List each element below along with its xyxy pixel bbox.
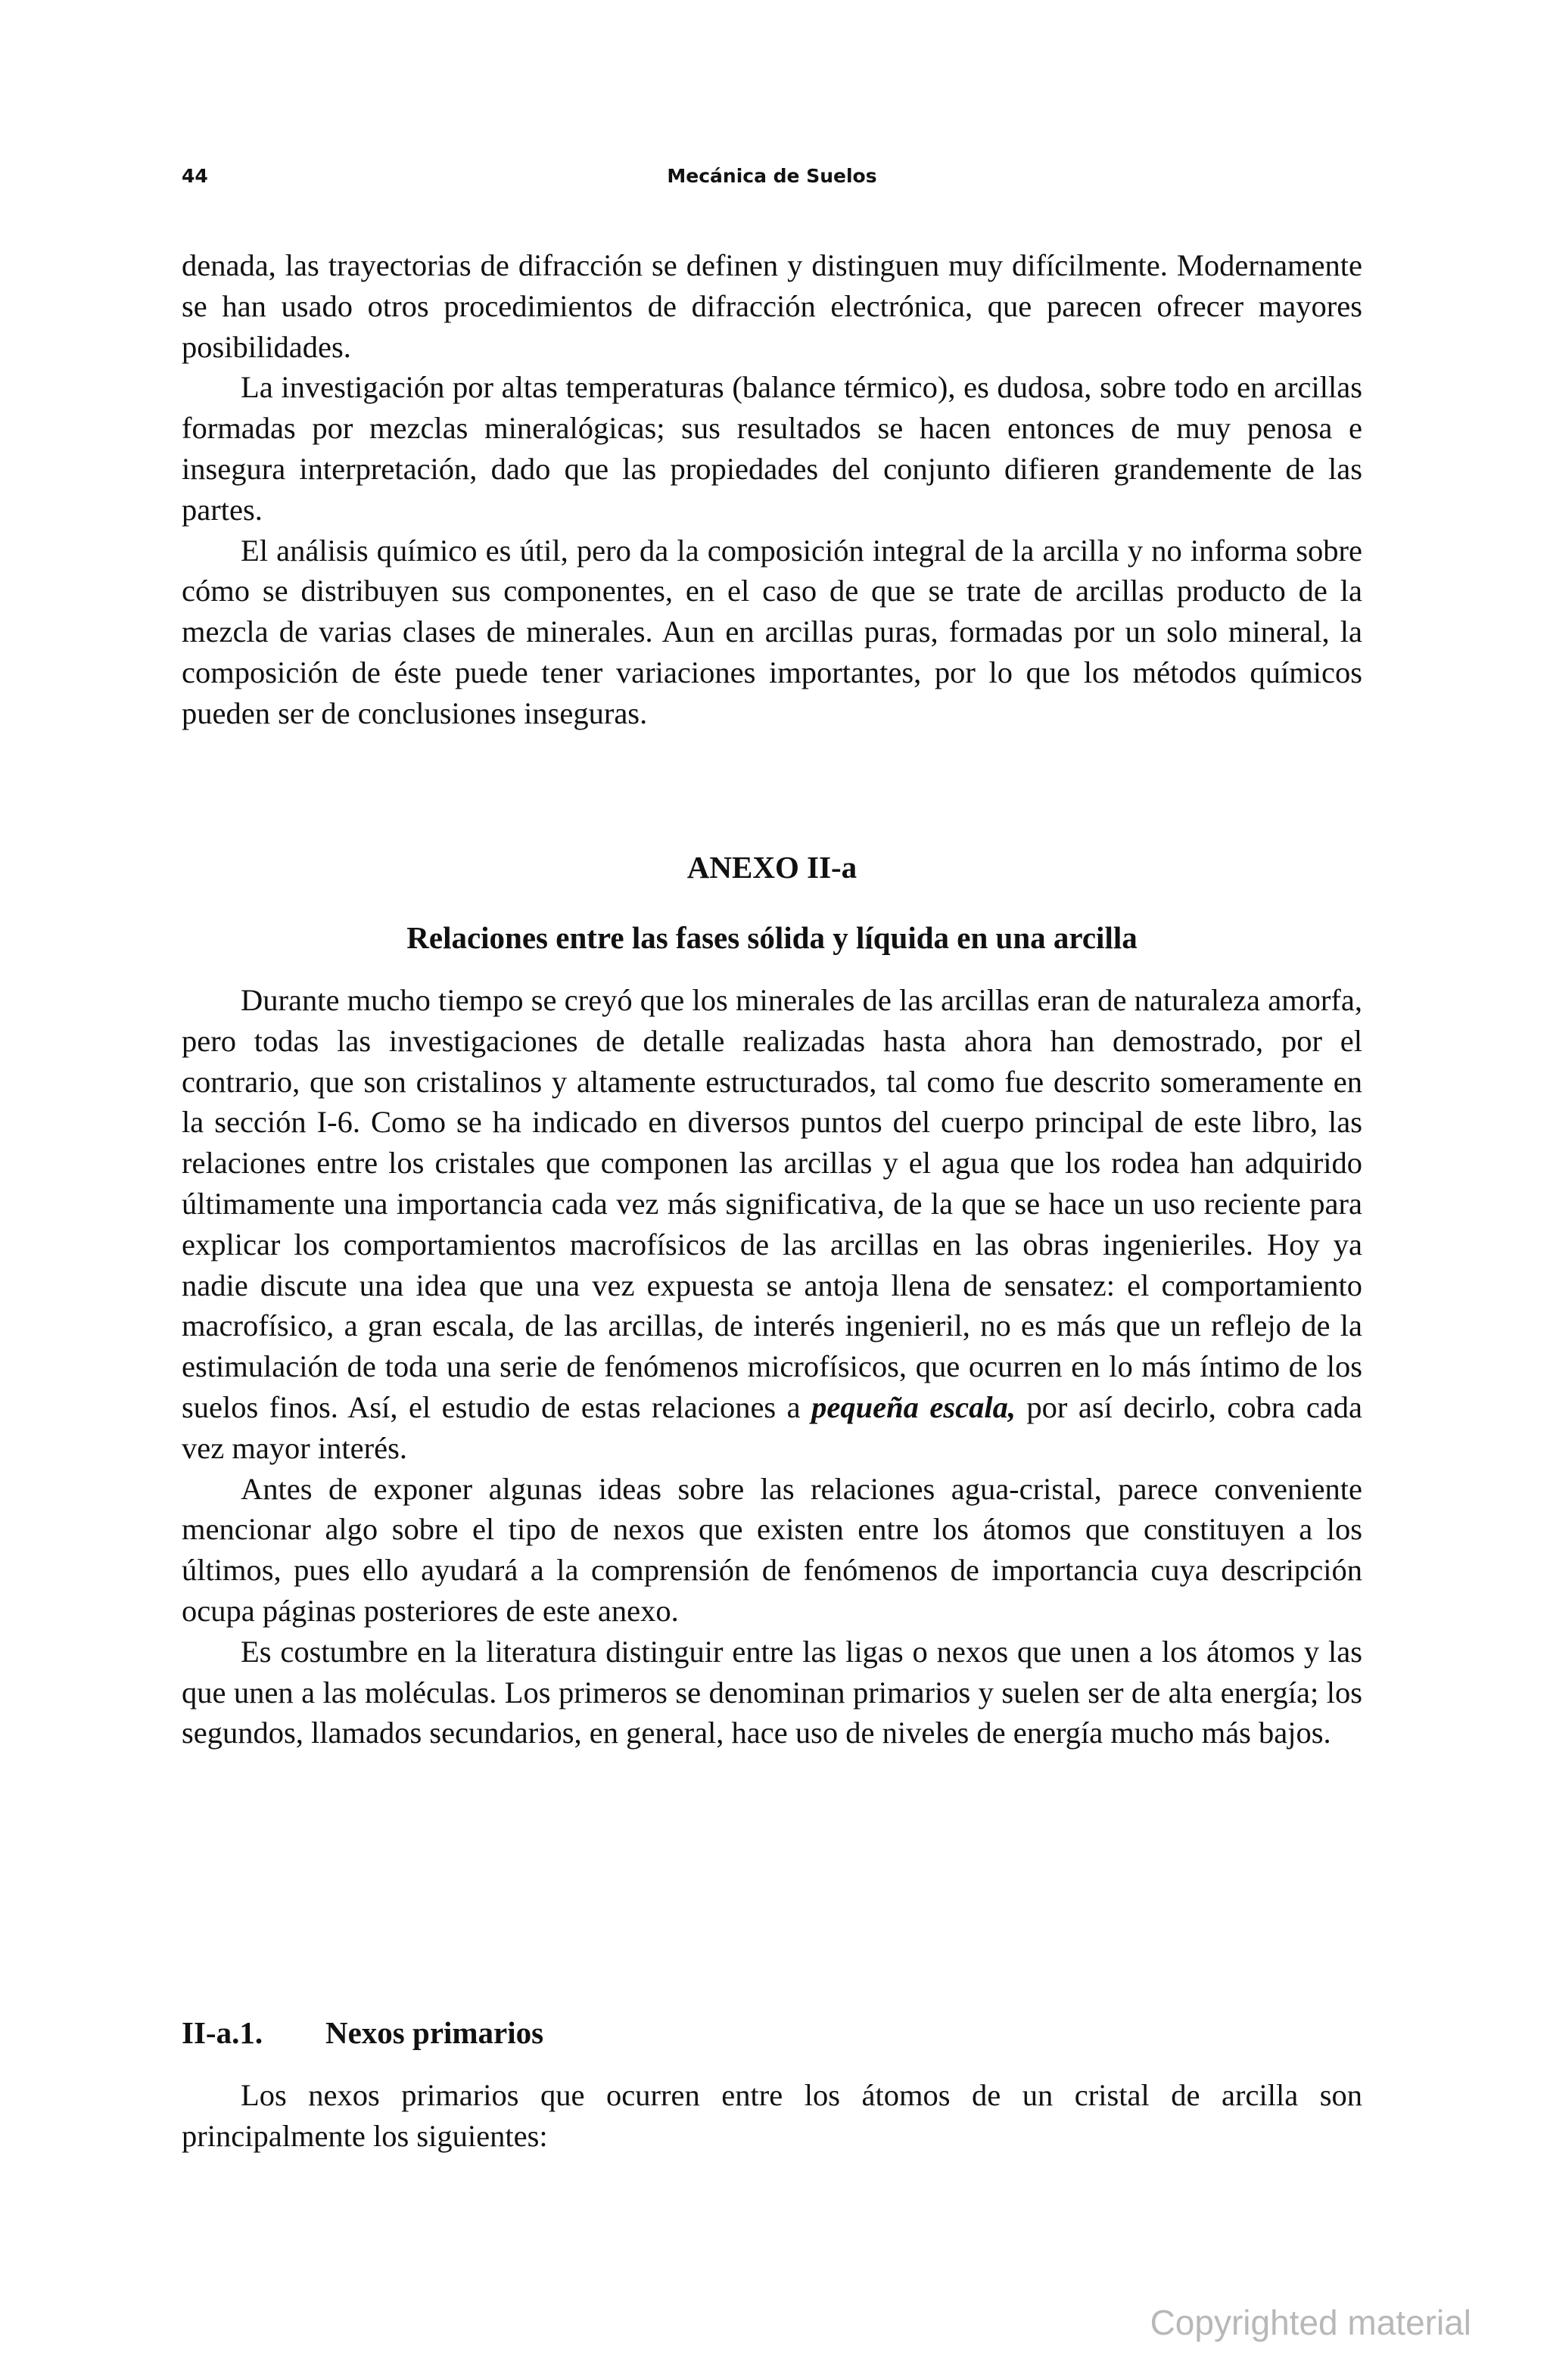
- running-head-title: Mecánica de Suelos: [667, 165, 877, 187]
- section-heading: [182, 2014, 543, 2051]
- section-number: II-a.1.: [182, 2015, 263, 2050]
- text-run: Durante mucho tiempo se creyó que los minerales de las arcillas eran de naturaleza amorfa, pero todas las investigaciones de detalle realizadas hasta ahora han demostrado, por el contrario, que son cristalinos y altamente estructurados, tal como fue descrito someramente en la sección I-6. Como se ha indicado en diversos puntos del cuerpo principal de este libro, las relaciones entre los cristales que componen las arcillas y el agua que los rodea han adquirido últimamente una importancia cada vez más significativa, de la que se hace un uso reciente para explicar los comportamientos macrofísicos de las arcillas en las obras ingenieriles. Hoy ya nadie discute una idea que una vez expuesta se antoja llena de sensatez: el comportamiento macrofísico, a gran escala, de las arcillas, de interés ingenieril, no es más que un reflejo de la estimulación de toda una serie de fenómenos microfísicos, que ocurren en lo más íntimo de los suelos finos. Así, el estudio de estas relaciones a: [182, 983, 1362, 1424]
- paragraph: [182, 980, 1362, 1469]
- intro-text: [182, 245, 1362, 734]
- running-head: [182, 165, 1362, 195]
- annex-title: ANEXO II-a: [686, 850, 857, 885]
- italic-phrase: pequeña escala,: [811, 1389, 1016, 1424]
- page-number: 44: [182, 165, 208, 187]
- paragraph: El análisis químico es útil, pero da la composición integral de la arcilla y no informa sobre cómo se distribuyen sus componentes, en el caso de que se trate de arcillas producto de la mezcla de varias clases de minerales. Aun en arcillas puras, formadas por un solo mineral, la composición de éste puede tener variaciones importantes, por lo que los métodos químicos pueden ser de conclusiones inseguras.: [182, 533, 1362, 730]
- annex-subtitle: Relaciones entre las fases sólida y líquida en una arcilla: [406, 920, 1138, 955]
- annex-text: [182, 980, 1362, 1753]
- paragraph: Antes de exponer algunas ideas sobre las relaciones agua-cristal, parece conveniente mencionar algo sobre el tipo de nexos que existen entre los átomos que constituyen a los últimos, pues ello ayudará a la comprensión de fenómenos de importancia cuya descripción ocupa páginas posteriores de este anexo.: [182, 1471, 1362, 1628]
- copyright-watermark: Copyrighted material: [1150, 2303, 1471, 2342]
- paragraph: Es costumbre en la literatura distinguir entre las ligas o nexos que unen a los átomos y las que unen a las moléculas. Los primeros se denominan primarios y suelen ser de alta energía; los segundos, llamados secundarios, en general, hace uso de niveles de energía mucho más bajos.: [182, 1634, 1362, 1750]
- text-run: por así decirlo, cobra cada vez mayor interés.: [182, 1389, 1362, 1465]
- paragraph: denada, las trayectorias de difracción se definen y distinguen muy difícilmente. Modernamente se han usado otros procedimientos de difracción electrónica, que parecen ofrecer mayores posibilidades.: [182, 248, 1362, 364]
- paragraph: Los nexos primarios que ocurren entre los átomos de un cristal de arcilla son principalmente los siguientes:: [182, 2078, 1362, 2153]
- section-title: Nexos primarios: [325, 2015, 544, 2050]
- section-text: [182, 2075, 1362, 2157]
- paragraph: La investigación por altas temperaturas (balance térmico), es dudosa, sobre todo en arcillas formadas por mezclas mineralógicas; sus resultados se hacen entonces de muy penosa e insegura interpretación, dado que las propiedades del conjunto difieren grandemente de las partes.: [182, 370, 1362, 527]
- book-page: [182, 0, 1362, 2380]
